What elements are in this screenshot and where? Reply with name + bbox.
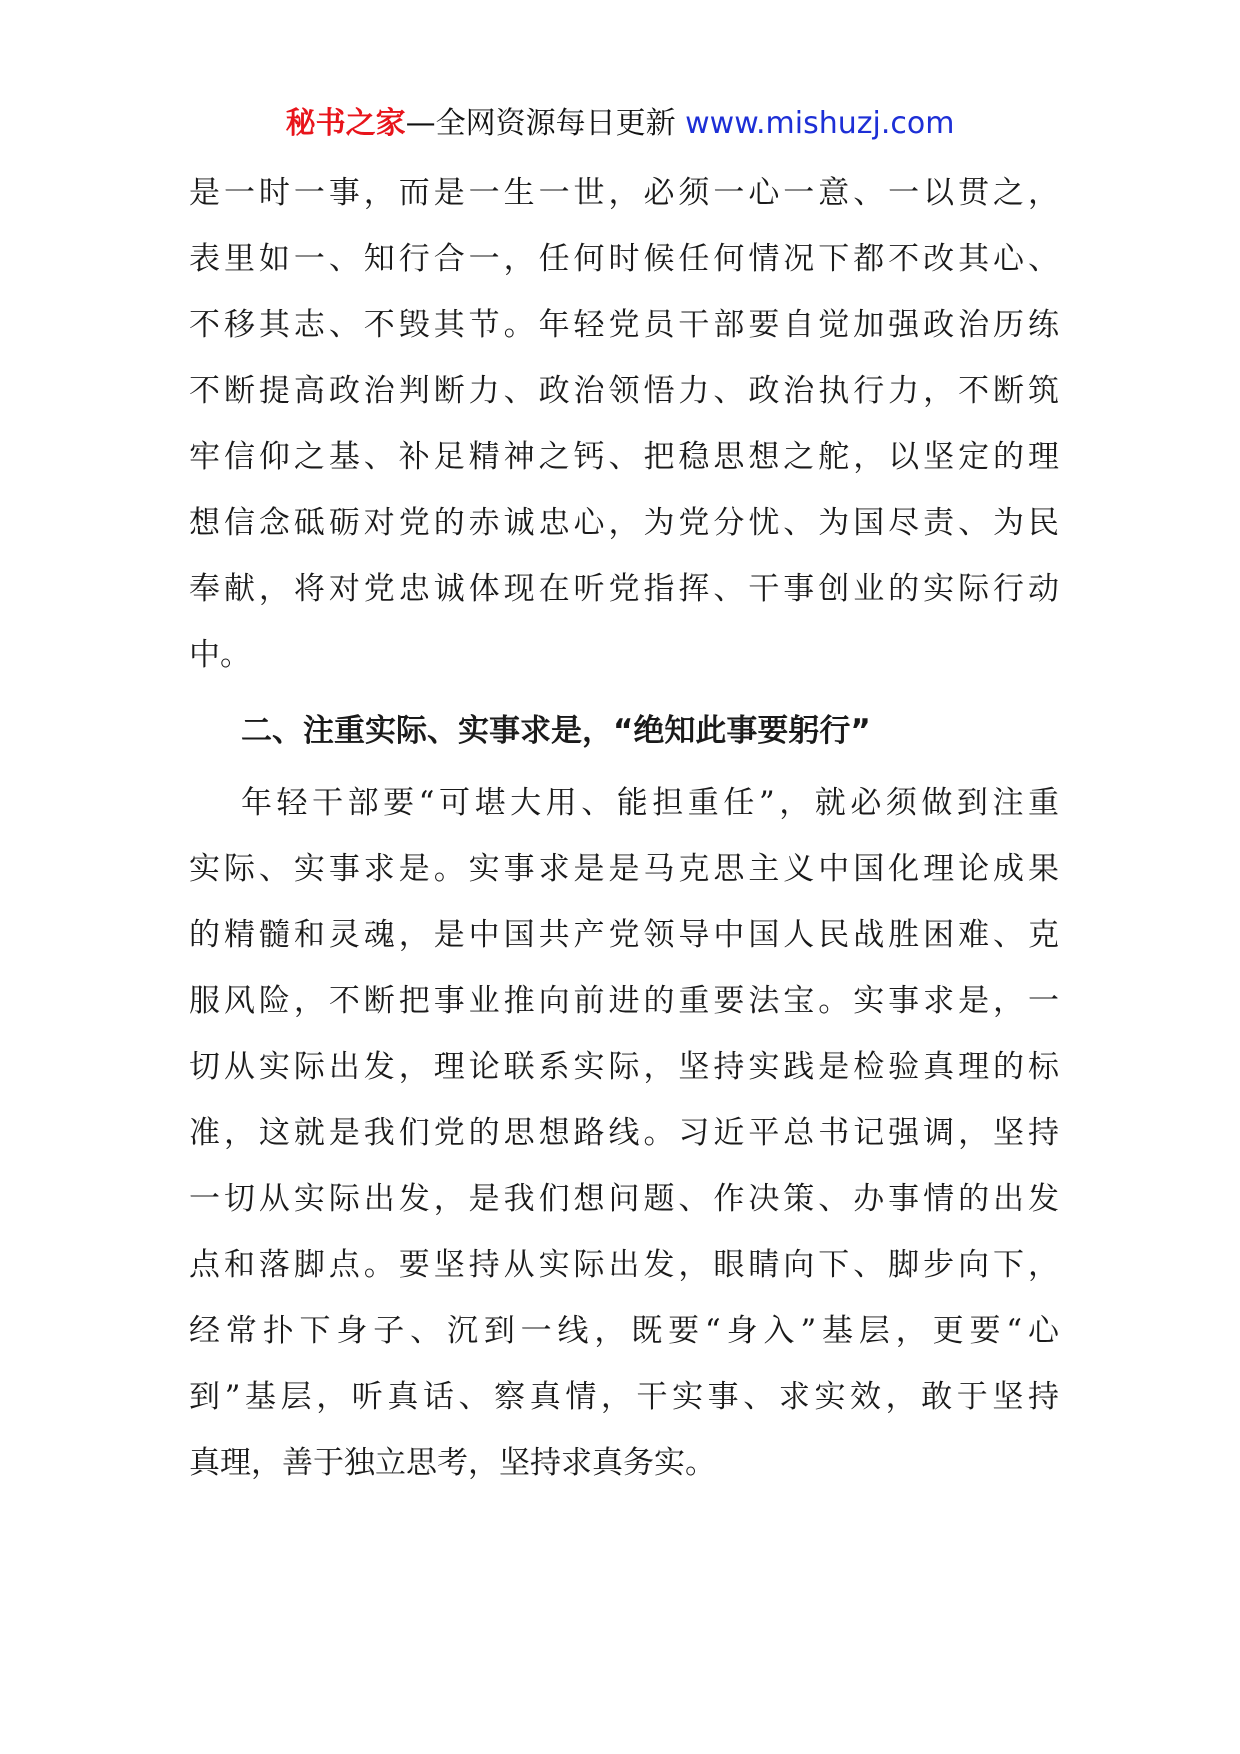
text-line: 实际、实事求是。实事求是是马克思主义中国化理论成果 xyxy=(189,851,1059,887)
text-line: 奉献，将对党忠诚体现在听党指挥、干事创业的实际行动 xyxy=(189,571,1059,607)
text-line: 不移其志、不毁其节。年轻党员干部要自觉加强政治历练 xyxy=(189,307,1059,343)
text-line: 经常扑下身子、沉到一线，既要“身入”基层，更要“心 xyxy=(189,1313,1059,1349)
text-line: 点和落脚点。要坚持从实际出发，眼睛向下、脚步向下， xyxy=(189,1247,1059,1283)
site-header xyxy=(0,104,1240,144)
text-line: 切从实际出发，理论联系实际，坚持实践是检验真理的标 xyxy=(189,1049,1059,1085)
document-body xyxy=(189,160,1059,1496)
text-line: 中。 xyxy=(189,637,251,673)
paragraph-continued xyxy=(189,160,1059,688)
header-tagline: —全网资源每日更新 xyxy=(405,106,676,141)
text-line: 不断提高政治判断力、政治领悟力、政治执行力，不断筑 xyxy=(189,373,1059,409)
text-line: 牢信仰之基、补足精神之钙、把稳思想之舵，以坚定的理 xyxy=(189,439,1059,475)
section-paragraph xyxy=(189,770,1059,1496)
text-line: 真理，善于独立思考，坚持求真务实。 xyxy=(189,1445,716,1481)
text-line: 年轻干部要“可堪大用、能担重任”，就必须做到注重 xyxy=(241,785,1059,821)
text-line: 是一时一事，而是一生一世，必须一心一意、一以贯之， xyxy=(189,175,1059,211)
text-line: 想信念砥砺对党的赤诚忠心，为党分忧、为国尽责、为民 xyxy=(189,505,1059,541)
text-line: 服风险，不断把事业推向前进的重要法宝。实事求是，一 xyxy=(189,983,1059,1019)
text-line: 准，这就是我们党的思想路线。习近平总书记强调，坚持 xyxy=(189,1115,1059,1151)
text-line: 一切从实际出发，是我们想问题、作决策、办事情的出发 xyxy=(189,1181,1059,1217)
brand-name: 秘书之家 xyxy=(285,106,406,141)
website-link[interactable]: www.mishuzj.com xyxy=(685,106,955,141)
text-line: 的精髓和灵魂，是中国共产党领导中国人民战胜困难、克 xyxy=(189,917,1059,953)
section-heading: 二、注重实际、实事求是，“绝知此事要躬行” xyxy=(241,713,871,749)
text-line: 到”基层，听真话、察真情，干实事、求实效，敢于坚持 xyxy=(189,1379,1059,1415)
text-line: 表里如一、知行合一，任何时候任何情况下都不改其心、 xyxy=(189,241,1059,277)
